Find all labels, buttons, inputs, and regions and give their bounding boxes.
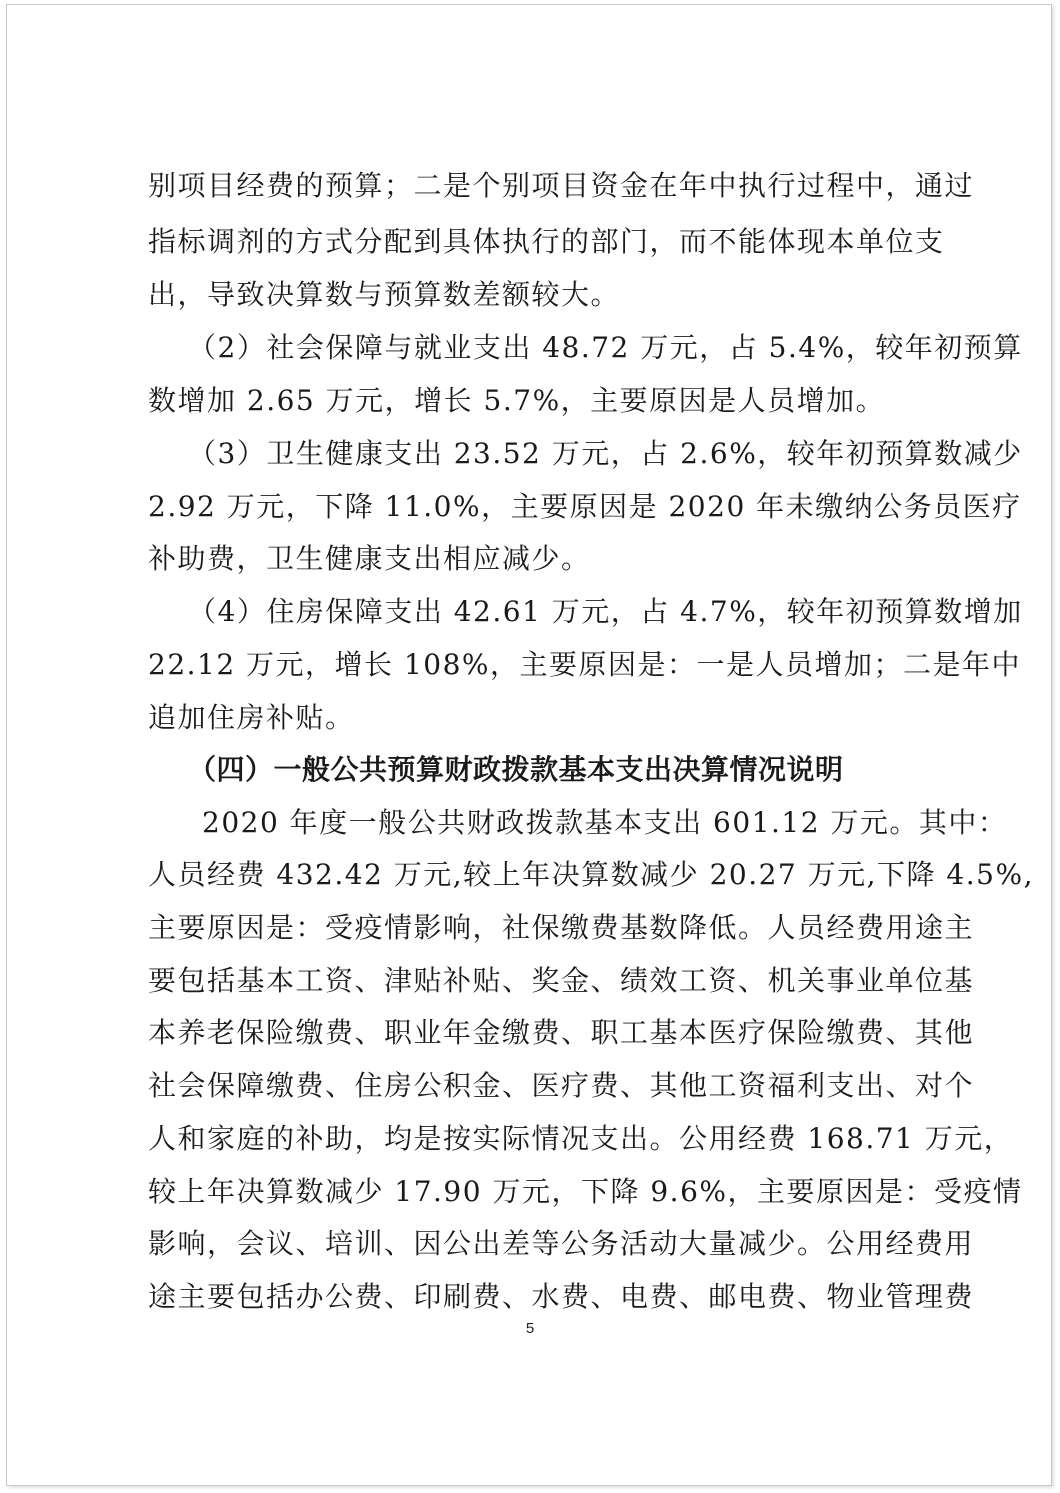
text-line: 途主要包括办公费、印刷费、水费、电费、邮电费、物业管理费 xyxy=(148,1280,975,1313)
text-line: 本养老保险缴费、职业年金缴费、职工基本医疗保险缴费、其他 xyxy=(148,1016,975,1049)
paragraph-first-line: （2）社会保障与就业支出 48.72 万元，占 5.4%，较年初预算 xyxy=(188,331,1023,364)
text-line: 社会保障缴费、住房公积金、医疗费、其他工资福利支出、对个 xyxy=(148,1069,975,1102)
text-line: 别项目经费的预算；二是个别项目资金在年中执行过程中，通过 xyxy=(148,169,975,202)
text-line: 指标调剂的方式分配到具体执行的部门，而不能体现本单位支 xyxy=(148,225,945,258)
text-line: 22.12 万元，增长 108%，主要原因是：一是人员增加；二是年中 xyxy=(148,648,1022,681)
text-line: 人员经费 432.42 万元,较上年决算数减少 20.27 万元,下降 4.5%, xyxy=(148,858,1034,891)
text-line: 数增加 2.65 万元，增长 5.7%，主要原因是人员增加。 xyxy=(148,384,886,417)
text-line: 2.92 万元，下降 11.0%，主要原因是 2020 年未缴纳公务员医疗 xyxy=(148,490,1022,523)
paragraph-first-line: （3）卫生健康支出 23.52 万元，占 2.6%，较年初预算数减少 xyxy=(188,437,1023,470)
text-line: 出，导致决算数与预算数差额较大。 xyxy=(148,278,621,311)
text-line: 人和家庭的补助，均是按实际情况支出。公用经费 168.71 万元， xyxy=(148,1122,1014,1155)
text-line: 补助费，卫生健康支出相应减少。 xyxy=(148,542,591,575)
text-line: 较上年决算数减少 17.90 万元，下降 9.6%，主要原因是：受疫情 xyxy=(148,1175,1023,1208)
text-line: 要包括基本工资、津贴补贴、奖金、绩效工资、机关事业单位基 xyxy=(148,964,975,997)
text-line: 追加住房补贴。 xyxy=(148,701,355,734)
section-heading: （四）一般公共预算财政拨款基本支出决算情况说明 xyxy=(188,753,844,786)
paragraph-first-line: （4）住房保障支出 42.61 万元，占 4.7%，较年初预算数增加 xyxy=(188,595,1023,628)
page-number: 5 xyxy=(525,1320,535,1337)
text-line: 主要原因是：受疫情影响，社保缴费基数降低。人员经费用途主 xyxy=(148,911,975,944)
text-line: 影响，会议、培训、因公出差等公务活动大量减少。公用经费用 xyxy=(148,1227,975,1260)
paragraph-first-line: 2020 年度一般公共财政拨款基本支出 601.12 万元。其中： xyxy=(202,806,1008,839)
